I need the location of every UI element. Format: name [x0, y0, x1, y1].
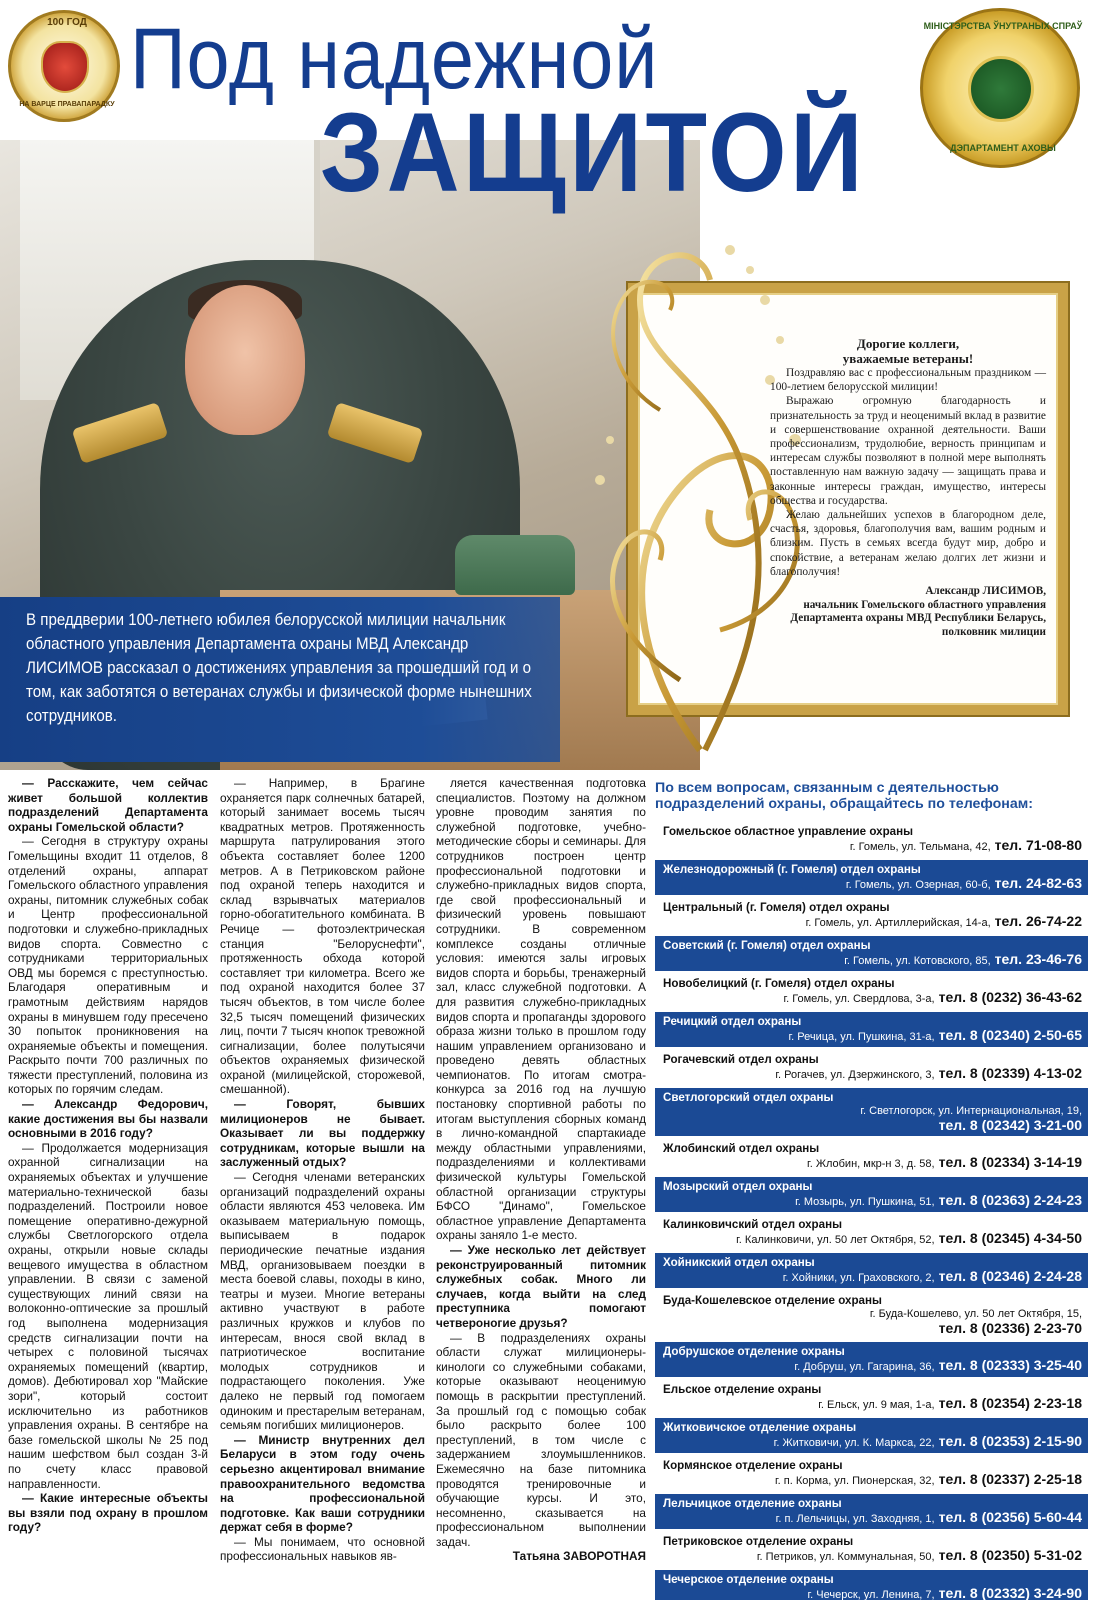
- office-address: г. Житковичи, ул. К. Маркса, 22,: [773, 1437, 935, 1449]
- office-contact-line: [663, 1231, 1082, 1248]
- answer: — Сегодня членами ветеранских организаций подразделений охраны области являются 453 человека. Им оказываем материальную помощь, выписываем в подарок периодические печатные издания МВД, организовываем поездки в места боевой славы, походы в кино, театры и музеи. Многие ветераны активно участвуют в работе различных кружков и клубов по интересам, внося свой вклад в патриотическое воспитание молодых сотрудников и подрастающего поколения. Уже далеко не первый год помогаем одиноким и престарелым ветеранам, семьям погибших милиционеров.: [220, 1170, 425, 1433]
- office-entry: [655, 1494, 1088, 1529]
- office-entry: [655, 1342, 1088, 1377]
- office-name: Центральный (г. Гомеля) отдел охраны: [663, 901, 890, 914]
- office-address: г. Гомель, ул. Озерная, 60-б,: [845, 879, 991, 891]
- office-name: Петриковское отделение охраны: [663, 1535, 854, 1548]
- office-phone: тел. 71-08-80: [994, 837, 1082, 853]
- office-name: Житковичское отделение охраны: [663, 1421, 857, 1434]
- letter-greeting-1: Дорогие коллеги,: [856, 336, 960, 351]
- office-entry: [655, 822, 1088, 857]
- office-address: г. Ельск, ул. 9 мая, 1-а,: [818, 1399, 935, 1411]
- office-phone: тел. 26-74-22: [994, 913, 1082, 929]
- office-entry: [655, 1291, 1088, 1339]
- office-name: Добрушское отделение охраны: [663, 1345, 845, 1358]
- office-address: г. Петриков, ул. Коммунальная, 50,: [756, 1551, 935, 1563]
- office-entry: [655, 1456, 1088, 1491]
- office-entry: [655, 1418, 1088, 1453]
- office-contact-line: [663, 1510, 1082, 1527]
- office-name: Хойникский отдел охраны: [663, 1256, 815, 1269]
- article-column-1: [8, 776, 208, 1535]
- answer: — Сегодня в структуру охраны Гомельщины входит 11 отделов, 8 отделений охраны, аппарат Гомельского областного управления охраны, питомник служебных собак и Центр профессиональной подготовки и служебно-прикладных видов спорта. Совместно с сотрудниками территориальных ОВД мы боремся с преступностью. Благодаря оперативным и грамотным действиям нарядов охраны в минувшем году пресечено 30 попыток проникновения на охраняемые объекты и помещения. Раскрыто почти 700 различных по тяжести преступлений, половина из которых по горячим следам.: [8, 834, 208, 1097]
- office-address: г. Гомель, ул. Котовского, 85,: [844, 955, 991, 967]
- office-name: Светлогорский отдел охраны: [663, 1091, 834, 1104]
- office-contact-line: [663, 1269, 1082, 1286]
- office-phone: тел. 8 (02345) 4-34-50: [938, 1230, 1082, 1246]
- office-contact-line: [663, 838, 1082, 855]
- badge-left-emblem: [41, 41, 89, 93]
- office-address: г. Жлобин, мкр-н 3, д. 58,: [807, 1158, 935, 1170]
- office-address: г. Добруш, ул. Гагарина, 36,: [794, 1361, 935, 1373]
- office-address: г. Буда-Кошелево, ул. 50 лет Октября, 15,: [869, 1308, 1082, 1320]
- office-name: Мозырский отдел охраны: [663, 1180, 813, 1193]
- office-entry: [655, 1380, 1088, 1415]
- office-name: Рогачевский отдел охраны: [663, 1053, 819, 1066]
- office-contact-line: [663, 876, 1082, 893]
- answer: — Мы понимаем, что основной профессиональных навыков яв-: [220, 1534, 425, 1564]
- office-name: Советский (г. Гомеля) отдел охраны: [663, 939, 871, 952]
- officer-face: [185, 285, 305, 435]
- letter-sign-name: Александр ЛИСИМОВ,: [925, 585, 1046, 598]
- answer: — В подразделениях охраны области служат милиционеры-кинологи со служебными собаками, которые оказывают неоценимую помощь в раскрытии преступлений. За прошлый год с помощью собак было раскрыто более 100 преступлений, в том числе с задержанием злоумышленников. Ежемесячно на базе питомника проводятся тренировочные и обучающие курсы. И это, несомненно, сказывается на профессиональном выполнении задач.: [436, 1330, 646, 1549]
- office-entry: [655, 1012, 1088, 1047]
- headline-line1: Под надежной: [130, 11, 659, 107]
- letter-sign-title: начальник Гомельского областного управления Департамента охраны МВД Республики Беларусь, полковник милиции: [790, 598, 1046, 638]
- office-phone: тел. 8 (02334) 3-14-19: [938, 1154, 1082, 1170]
- office-name: Чечерское отделение охраны: [663, 1573, 834, 1586]
- hero: [0, 0, 1095, 770]
- office-address: г. Речица, ул. Пушкина, 31-а,: [788, 1031, 935, 1043]
- office-entry: [655, 974, 1088, 1009]
- office-address: г. Мозырь, ул. Пушкина, 51,: [795, 1196, 935, 1208]
- seal-top-text: МІНІСТЭРСТВА ЎНУТРАНЫХ СПРАЎ: [923, 21, 1083, 31]
- article-column-2: [220, 776, 425, 1564]
- office-contact-line: [663, 1472, 1082, 1489]
- office-contact-line: [663, 1548, 1082, 1565]
- office-contact-line: [663, 1155, 1082, 1172]
- office-name: Кормянское отделение охраны: [663, 1459, 843, 1472]
- office-contact-line: [663, 990, 1082, 1007]
- headline-line2: ЗАЩИТОЙ: [320, 90, 867, 215]
- office-phone: тел. 8 (02350) 5-31-02: [938, 1547, 1082, 1563]
- office-entry: [655, 1177, 1088, 1212]
- letter-signature: [770, 585, 1046, 639]
- office-phone: тел. 8 (0232) 36-43-62: [938, 989, 1082, 1005]
- office-phone: тел. 8 (02363) 2-24-23: [938, 1192, 1082, 1208]
- letter-paragraph-3: Желаю дальнейших успехов в благородном деле, счастья, здоровья, благополучия вам, вашим родным и близким. Пусть в семьях всегда будут мир, добро и спокойствие, а ветеранам желаю долгих лет жизни и благополучия!: [770, 509, 1046, 578]
- office-address: г. Светлогорск, ул. Интернациональная, 19,: [860, 1105, 1082, 1117]
- office-name: Гомельское областное управление охраны: [663, 825, 914, 838]
- letter-paragraph-2: Выражаю огромную благодарность и признательность за труд и неоценимый вклад в развитие и совершенствование охранной деятельности. Ваши профессионализм, трудолюбие, верность принципам и интересам службы позволяют в полной мере выполнять поставленную нам важную задачу — защищать права и законные интересы граждан, имущество, интересы общества и государства.: [770, 395, 1046, 507]
- office-entry: [655, 936, 1088, 971]
- answer: ляется качественная подготовка специалистов. Поэтому на должном уровне проводим занятия по служебной подготовке, учебно-методические сборы и семинары. Для сотрудников построен центр профессиональной подготовки и служебно-прикладных видов спорта, где свой профессиональный и физический уровень повышают сотрудники. В современном комплексе созданы отличные условия: имеются залы игровых видов спорта и борьбы, тренажерный зал, класс служебной подготовки. А для развития служебно-прикладных видов спорта и пропаганды здорового образа жизни только в прошлом году нашим управлением организовано и проведено девять областных чемпионатов. По итогам смотра-конкурса за 2016 год на лучшую постановку спортивной работы по итогам выступления сборных команд в лично-командной спартакиаде между областными управлениями, подразделениями и коллективами физической культуры Гомельской областной организации структуры БФСО "Динамо", Гомельское областное управление Департамента охраны заняло 1-е место.: [436, 776, 647, 1243]
- office-phone: тел. 23-46-76: [994, 951, 1082, 967]
- office-contact-line: [663, 1307, 1082, 1337]
- office-contact-line: [663, 914, 1082, 931]
- office-address: г. Гомель, ул. Свердлова, 3-а,: [783, 993, 935, 1005]
- office-address: г. п. Корма, ул. Пионерская, 32,: [775, 1475, 935, 1487]
- question: — Министр внутренних дел Беларуси в этом году очень серьезно акцентировал внимание правоохранительного ведомства на профессиональной подготовке. Как ваши сотрудники держат себя в форме?: [220, 1432, 425, 1535]
- office-phone: тел. 8 (02342) 3-21-00: [938, 1117, 1082, 1133]
- office-phone: тел. 8 (02336) 2-23-70: [938, 1320, 1082, 1336]
- office-entry: [655, 1532, 1088, 1567]
- office-entry: [655, 898, 1088, 933]
- question: — Расскажите, чем сейчас живет большой коллектив подразделений Департамента охраны Гомельской области?: [8, 776, 208, 834]
- office-name: Ельское отделение охраны: [663, 1383, 822, 1396]
- article-column-3: [436, 776, 646, 1564]
- answer: — Продолжается модернизация охранной сигнализации на охраняемых объектах и улучшение материально-технической базы подразделений. Построили новое помещение оперативно-дежурной службы Светлогорского отдела охраны, открыли новые склады вещевого имущества в областном управлении. В связи с заменой существующих линий связи на волоконно-оптические за прошлый год выполнена модернизация средств сигнализации почти на четырех с половиной тысячах охраняемых помещений (квартир, домов). Дебютировал хор "Майские зори", который состоит исключительно из работников управления охраны. В сентябре на базе гомельской школы № 25 под нашим шефством был создан 3-й по счету класс правовой направленности.: [8, 1140, 208, 1491]
- desk-phone: [455, 535, 575, 595]
- answer: — Например, в Брагине охраняется парк солнечных батарей, который занимает восемь тысяч квадратных метров. Протяженность маршрута патрулирования этого объекта составляет более 1200 метров. А в Петриковском районе под охраной теперь находится и склад взрывчатых материалов горно-обогатительного комбината. В Речице — фотоэлектрическая станция "Белоруснефти", протяженность обхода которой составляет три километра. Всего же под охраной находится более 37 тысяч объектов, в том числе более 32,5 тысяч помещений физических лиц, почти 7 тысяч кнопок тревожной сигнализации, более полутысячи объектов охраняемых физической охраной (милицейской, сторожевой, смешанной).: [220, 776, 425, 1097]
- question: — Говорят, бывших милиционеров не бывает. Оказывает ли вы поддержку сотрудникам, которые вышли на заслуженный отдых?: [220, 1097, 425, 1170]
- office-entry: [655, 1088, 1088, 1136]
- department-seal: [920, 8, 1083, 168]
- office-address: г. Хойники, ул. Граховского, 2,: [782, 1272, 935, 1284]
- office-address: г. Рогачев, ул. Дзержинского, 3,: [775, 1069, 935, 1081]
- office-address: г. п. Лельчицы, ул. Заходняя, 1,: [775, 1513, 935, 1525]
- office-contact-line: [663, 1193, 1082, 1210]
- contacts-list: [655, 822, 1088, 1600]
- centenary-badge: [8, 10, 120, 122]
- office-phone: тел. 8 (02333) 3-25-40: [938, 1357, 1082, 1373]
- office-phone: тел. 8 (02356) 5-60-44: [938, 1509, 1082, 1525]
- question: — Какие интересные объекты вы взяли под охрану в прошлом году?: [8, 1491, 208, 1535]
- office-contact-line: [663, 1396, 1082, 1413]
- office-contact-line: [663, 1028, 1082, 1045]
- office-contact-line: [663, 952, 1082, 969]
- office-entry: [655, 1570, 1088, 1600]
- office-phone: тел. 8 (02354) 2-23-18: [938, 1395, 1082, 1411]
- office-contact-line: [663, 1586, 1082, 1600]
- office-name: Железнодорожный (г. Гомеля) отдел охраны: [663, 863, 921, 876]
- office-entry: [655, 1139, 1088, 1174]
- office-phone: тел. 8 (02337) 2-25-18: [938, 1471, 1082, 1487]
- office-name: Речицкий отдел охраны: [663, 1015, 802, 1028]
- office-address: г. Калинковичи, ул. 50 лет Октября, 52,: [736, 1234, 935, 1246]
- office-name: Буда-Кошелевское отделение охраны: [663, 1294, 882, 1307]
- badge-left-bottom-text: НА ВАРЦЕ ПРАВАПАРАДКУ: [19, 101, 115, 108]
- question: — Уже несколько лет действует реконструированный питомник служебных собак. Много ли случаев, когда выйти на след преступника помогают четвероногие друзья?: [436, 1243, 646, 1330]
- office-address: г. Гомель, ул. Тельмана, 42,: [849, 841, 991, 853]
- letter-paragraph-1: Поздравляю вас с профессиональным праздником — 100-летием белорусской милиции!: [770, 367, 1046, 394]
- office-entry: [655, 860, 1088, 895]
- letter-greeting-2: уважаемые ветераны!: [842, 351, 974, 366]
- office-name: Калинковичский отдел охраны: [663, 1218, 842, 1231]
- office-entry: [655, 1253, 1088, 1288]
- office-address: г. Гомель, ул. Артиллерийская, 14-а,: [805, 917, 991, 929]
- office-contact-line: [663, 1104, 1082, 1134]
- office-entry: [655, 1050, 1088, 1085]
- office-phone: тел. 8 (02332) 3-24-90: [938, 1585, 1082, 1600]
- office-name: Жлобинский отдел охраны: [663, 1142, 820, 1155]
- office-contact-line: [663, 1434, 1082, 1451]
- office-address: г. Чечерск, ул. Ленина, 7,: [807, 1589, 935, 1600]
- question: — Александр Федорович, какие достижения вы бы назвали основными в 2016 году?: [8, 1097, 208, 1141]
- greeting-letter: [770, 336, 1046, 639]
- office-phone: тел. 8 (02340) 2-50-65: [938, 1027, 1082, 1043]
- article-author: Татьяна ЗАВОРОТНАЯ: [512, 1549, 646, 1564]
- seal-emblem: [968, 56, 1034, 122]
- contacts-heading: По всем вопросам, связанным с деятельностью подразделений охраны, обращайтесь по телефонам:: [655, 780, 1033, 812]
- lead-paragraph: В преддверии 100-летнего юбилея белорусской милиции начальник областного управления Департамента охраны МВД Александр ЛИСИМОВ рассказал о достижениях управления за прошедший год и о том, как заботятся о ветеранах службы и физической форме нынешних сотрудников.: [26, 610, 532, 725]
- office-name: Новобелицкий (г. Гомеля) отдел охраны: [663, 977, 895, 990]
- seal-bottom-text: ДЭПАРТАМЕНТ АХОВЫ: [950, 143, 1056, 153]
- office-phone: тел. 24-82-63: [994, 875, 1082, 891]
- office-name: Лельчицкое отделение охраны: [663, 1497, 842, 1510]
- office-phone: тел. 8 (02353) 2-15-90: [938, 1433, 1082, 1449]
- office-entry: [655, 1215, 1088, 1250]
- office-phone: тел. 8 (02346) 2-24-28: [938, 1268, 1082, 1284]
- office-contact-line: [663, 1066, 1082, 1083]
- office-contact-line: [663, 1358, 1082, 1375]
- office-phone: тел. 8 (02339) 4-13-02: [938, 1065, 1082, 1081]
- badge-left-top-text: 100 ГОД: [47, 17, 87, 28]
